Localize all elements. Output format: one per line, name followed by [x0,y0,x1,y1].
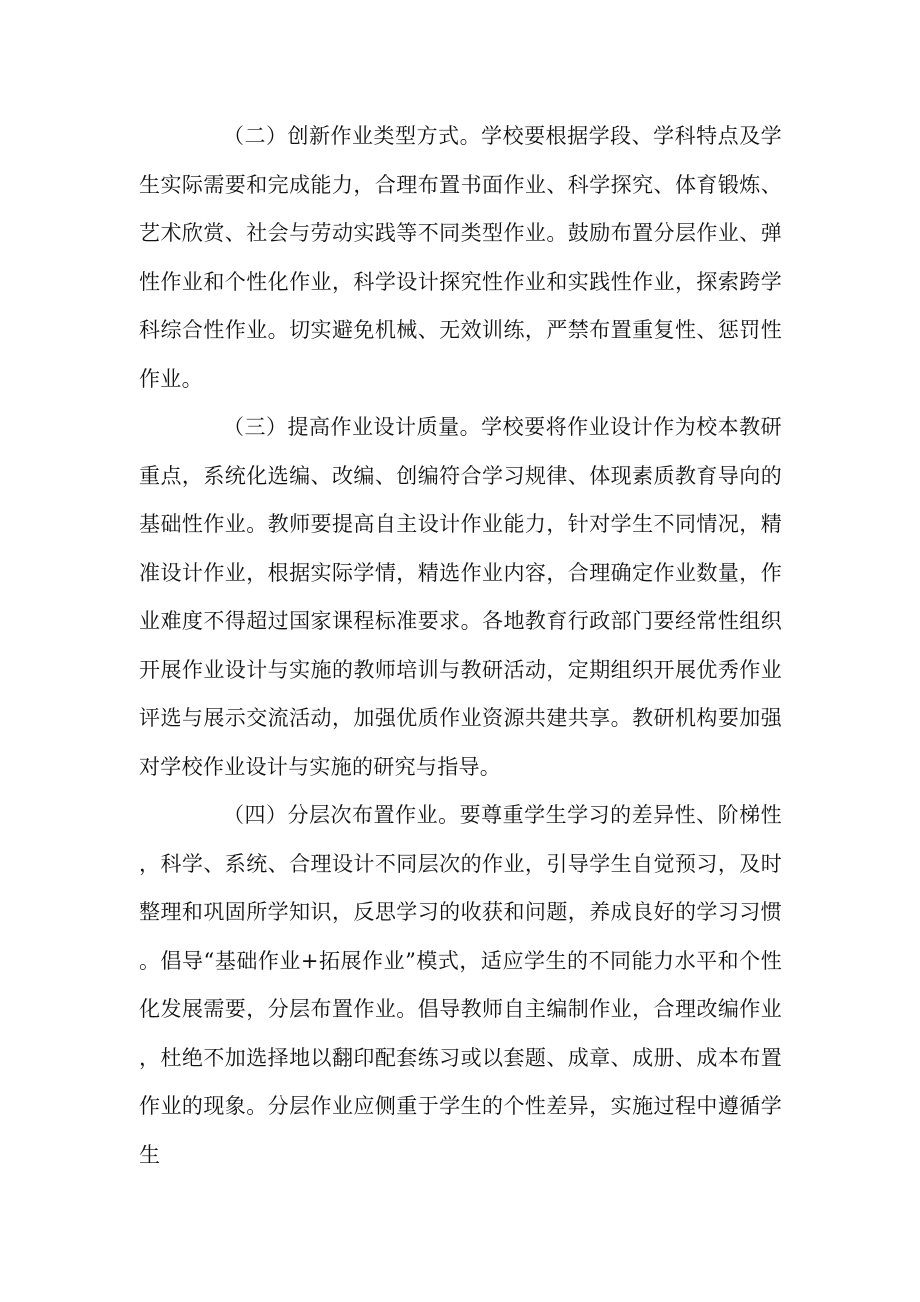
paragraph-improve-homework-design: （三）提高作业设计质量。学校要将作业设计作为校本教研重点，系统化选编、改编、创编符合学习规律、体现素质教育导向的基础性作业。教师要提高自主设计作业能力，针对学生不同情况，精准设计作业，根据实际学情，精选作业内容，合理确定作业数量，作业难度不得超过国家课程标准要求。各地教育行政部门要经常性组织开展作业设计与实施的教师培训与教研活动，定期组织开展优秀作业评选与展示交流活动，加强优质作业资源共建共享。教研机构要加强对学校作业设计与实施的研究与指导。 [139,415,782,779]
document-body [139,112,782,1179]
paragraph-innovate-homework-types: （二）创新作业类型方式。学校要根据学段、学科特点及学生实际需要和完成能力，合理布置书面作业、科学探究、体育锻炼、艺术欣赏、社会与劳动实践等不同类型作业。鼓励布置分层作业、弹性作业和个性化作业，科学设计探究性作业和实践性作业，探索跨学科综合性作业。切实避免机械、无效训练，严禁布置重复性、惩罚性作业。 [139,124,782,391]
paragraph-tiered-homework: （四）分层次布置作业。要尊重学生学习的差异性、阶梯性，科学、系统、合理设计不同层次的作业，引导学生自觉预习，及时整理和巩固所学知识，反思学习的收获和问题，养成良好的学习习惯。倡导“基础作业+拓展作业”模式，适应学生的不同能力水平和个性化发展需要，分层布置作业。倡导教师自主编制作业，合理改编作业，杜绝不加选择地以翻印配套练习或以套题、成章、成册、成本布置作业的现象。分层作业应侧重于学生的个性差异，实施过程中遵循学生 [139,803,782,1167]
